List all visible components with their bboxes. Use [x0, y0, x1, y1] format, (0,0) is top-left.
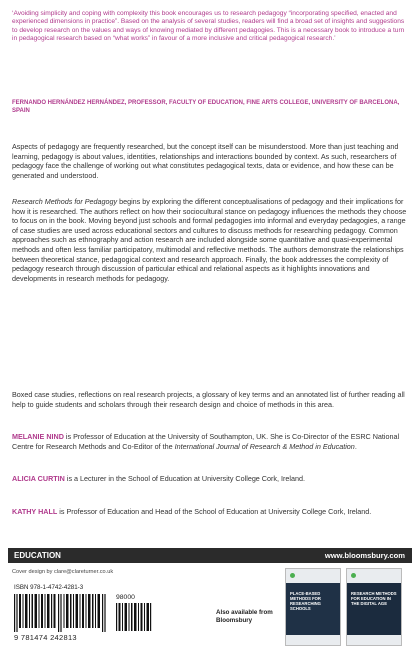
description-paragraph-1: Aspects of pedagogy are frequently researched, but the concept itself can be misunderstood. More than just teaching and learning, pedagogy is about values, identities, relationships and interactions bounded by context. As such, researchers of pedagogy face the challenge of working out what constitutes pedagogical texts, data or evidence, and how these can be generated and understood.: [12, 142, 399, 180]
book-title-inline: Research Methods for Pedagogy: [12, 197, 118, 206]
author-bio-2: [12, 474, 412, 484]
related-book-title-1: PLACE-BASED METHODS FOR RESEARCHING SCHOOLS: [290, 591, 321, 611]
price-barcode: [116, 603, 152, 631]
related-book-cover-1[interactable]: [285, 568, 341, 646]
barcode-digits: 9 781474 242813: [14, 633, 77, 642]
description-paragraph-3: Boxed case studies, reflections on real research projects, a glossary of key terms and an annotated list of further reading all help to guide students and scholars through their research design and choice of methods in this area.: [12, 390, 405, 409]
related-book-cover-2[interactable]: [346, 568, 402, 646]
author-bio-text-end: .: [354, 441, 357, 451]
author-bio-text: is Professor of Education and Head of the School of Education at University College Cork, Ireland.: [57, 507, 372, 516]
author-bio-1: [12, 432, 412, 451]
author-bio-3: [12, 507, 412, 517]
category-label: EDUCATION: [14, 551, 61, 560]
isbn-label: ISBN 978-1-4742-4281-3: [14, 584, 84, 591]
cover-design-credit: Cover design by clare@clareturner.co.uk: [12, 569, 114, 575]
price-code: 98000: [116, 594, 135, 601]
description-paragraph-2: [12, 197, 412, 283]
ean-barcode: [14, 594, 110, 632]
endorsement-quote: ‘Avoiding simplicity and coping with complexity this book encourages us to research pedagogy “incorporating specified, enacted and experienced dimensions in practice”. Based on the analysis of several studies, readers will find a broad set of insights and suggestions to develop research on the values and ways of knowing mediated by different pedagogies. This is a necessary book to introduce a turn in pedagogical research based on “what works” in favour of a more inclusive and critical pedagogical research.’: [12, 10, 405, 42]
endorsement-author: FERNANDO HERNÁNDEZ HERNÁNDEZ, PROFESSOR, FACULTY OF EDUCATION, FINE ARTS COLLEGE, UNIVERSITY OF BARCELONA, SPAIN: [12, 100, 400, 115]
publisher-url[interactable]: www.bloomsbury.com: [324, 551, 405, 560]
related-book-title-2: RESEARCH METHODS FOR EDUCATION IN THE DIGITAL AGE: [351, 591, 397, 606]
description-paragraph-2-text: begins by exploring the different conceptualisations of pedagogy and their implications for how it is researched. The authors reflect on how their sociocultural stance on pedagogy influences the methods they choose to focus on in the book. Moving beyond just schools and formal pedagogies into informal and everyday pedagogies, a range of case studies are used across educational sectors and cultures to discuss methods for researching pedagogy. Common approaches such as ethnography and action research are included alongside some quantitative and quasi-experimental methods and often less familiar participatory, multimodal and reflective methods. The authors demonstrate the relationships between theoretical stance, pedagogical context and research approach. Finally, the book addresses the complexity of pedagogy research through discussion of particular ethical and relational aspects as it highlights innovations and developments in research methods for pedagogy.: [12, 197, 407, 283]
author-bio-text: is Professor of Education at the University of Southampton, UK. She is Co-Director of the ESRC National Centre for Research Methods and Co-Editor of the: [12, 432, 400, 451]
author-name: MELANIE NIND: [12, 432, 64, 441]
author-name: KATHY HALL: [12, 507, 58, 516]
also-available-label: Also available from Bloomsbury: [216, 609, 273, 624]
author-bio-text: is a Lecturer in the School of Education at University College Cork, Ireland.: [64, 474, 305, 483]
category-bar: [8, 548, 412, 563]
journal-title: International Journal of Research & Method in Education: [174, 441, 355, 451]
author-name: ALICIA CURTIN: [12, 474, 65, 483]
